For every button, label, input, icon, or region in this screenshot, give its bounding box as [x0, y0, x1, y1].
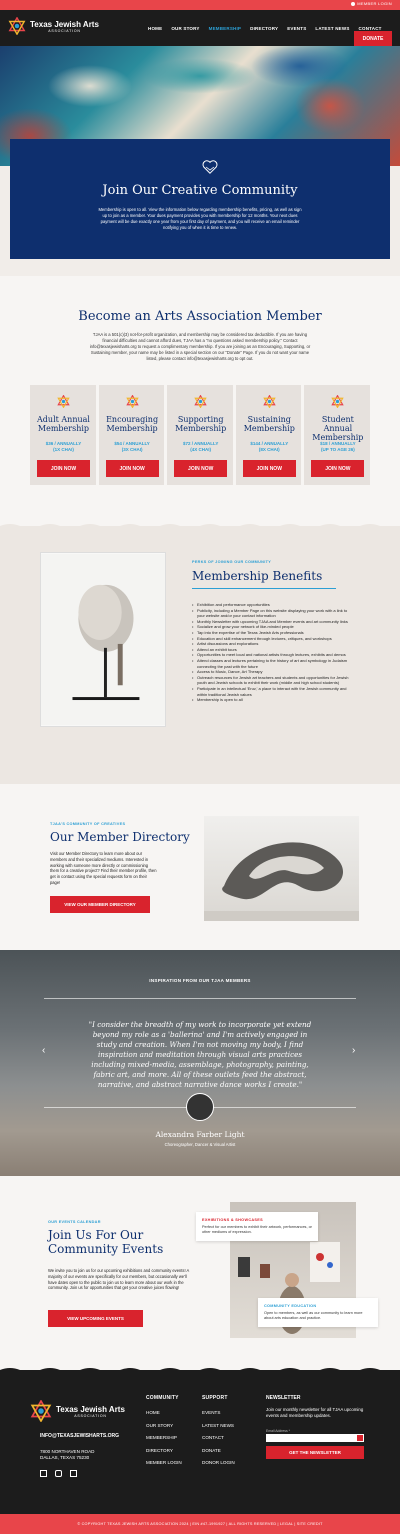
- membership-cards: [30, 385, 370, 485]
- ribbon-sculpture-illustration: [204, 816, 359, 921]
- star-of-david-icon: [126, 395, 139, 408]
- footer-link-member-login[interactable]: MEMBER LOGIN: [146, 1460, 182, 1465]
- wave-divider: [0, 522, 400, 530]
- star-of-david-icon: [194, 395, 207, 408]
- footer-link-events[interactable]: EVENTS: [202, 1410, 221, 1415]
- instagram-icon[interactable]: [55, 1470, 62, 1477]
- view-directory-button[interactable]: VIEW OUR MEMBER DIRECTORY: [50, 896, 150, 913]
- testimonial-section: [0, 950, 400, 1176]
- email-icon[interactable]: [70, 1470, 77, 1477]
- sculpture-illustration: [41, 553, 165, 726]
- card-name: Encouraging Membership: [106, 415, 159, 433]
- user-icon: [351, 2, 355, 6]
- footer-community-col: COMMUNITY HOME OUR STORY MEMBERSHIP DIRECTORY MEMBER LOGIN: [146, 1395, 182, 1470]
- heart-hands-icon: [202, 160, 218, 174]
- star-of-david-logo: [8, 17, 26, 35]
- directory-text: Visit our Member Directory to learn more about our members and their specialized mediums. Interested in working with someone more directly or commissioning them for a creative project? Find their member profile, then get in contact using the special requests form on their page!: [50, 851, 157, 885]
- nav-directory[interactable]: DIRECTORY: [250, 25, 279, 31]
- events-section: [0, 1176, 400, 1370]
- newsletter-signup: NEWSLETTER Join our monthly newsletter for all TJAA upcoming events and membership updates. Email Address * GET THE NEWSLETTER: [266, 1395, 366, 1459]
- membership-card-supporting: [167, 385, 233, 485]
- star-of-david-icon: [263, 395, 276, 408]
- membership-card-student: [304, 385, 370, 485]
- newsletter-button[interactable]: GET THE NEWSLETTER: [266, 1446, 364, 1459]
- exhibitions-card: [196, 1212, 318, 1241]
- star-of-david-logo: [30, 1400, 52, 1422]
- logo-subtitle: ASSOCIATION: [74, 1413, 107, 1418]
- footer-link-home[interactable]: HOME: [146, 1410, 160, 1415]
- join-now-button[interactable]: JOIN NOW: [174, 460, 227, 477]
- logo-subtitle: ASSOCIATION: [48, 28, 81, 33]
- benefits-list: [192, 602, 350, 703]
- footer-link-directory[interactable]: DIRECTORY: [146, 1447, 173, 1453]
- card-price: $72 / ANNUALLY (4X CHAI): [182, 441, 219, 452]
- hero-panel: [10, 139, 390, 259]
- membership-title: Become an Arts Association Member: [78, 309, 322, 324]
- copyright-bar: © COPYRIGHT TEXAS JEWISH ARTS ASSOCIATION 2024 | EIN #47-1991927 | ALL RIGHTS RESERVED | LEGAL | SITE CREDIT: [0, 1514, 400, 1534]
- directory-kicker: TJAA'S COMMUNITY OF CREATIVES: [50, 822, 126, 826]
- footer-link-latest-news[interactable]: LATEST NEWS: [202, 1422, 234, 1428]
- view-events-button[interactable]: VIEW UPCOMING EVENTS: [48, 1310, 143, 1327]
- sculpture-photo: [40, 552, 166, 727]
- footer-logo[interactable]: [30, 1400, 125, 1422]
- arrow-left-icon[interactable]: ‹: [42, 1045, 46, 1056]
- join-now-button[interactable]: JOIN NOW: [37, 460, 90, 477]
- social-links: [40, 1470, 77, 1477]
- list-item: • Socialize and grow your network of like-minded people: [192, 624, 350, 630]
- education-card: [258, 1298, 378, 1327]
- star-of-david-icon: [331, 395, 344, 408]
- membership-intro: TJAA is a 501(c)(3) not-for-profit organization, and membership may be considered tax deductible. If you are having financial difficulties and cannot afford dues, TJAA has a "no questions asked membership policy." Contact info@texasjewisharts.org to request a complimentary membership. If you are joining as an Encouraging, Supporting, or Sustaining member, your name may be listed in a special section on our "Donate" Page. If you do not want your name listed, please contact info@texasjewisharts.org to opt out.: [89, 332, 311, 361]
- join-now-button[interactable]: JOIN NOW: [106, 460, 159, 477]
- card-text: Open to members, as well as our community to learn more about arts education and practice.: [264, 1311, 363, 1321]
- membership-card-encouraging: [99, 385, 165, 485]
- benefits-section: [0, 526, 400, 784]
- nav-contact[interactable]: CONTACT: [358, 25, 382, 31]
- footer-email-link[interactable]: INFO@TEXASJEWISHARTS.ORG: [40, 1433, 120, 1439]
- membership-section: [0, 276, 400, 526]
- list-item: • Exhibition and performance opportunities: [192, 602, 350, 608]
- footer-link-membership[interactable]: MEMBERSHIP: [146, 1435, 177, 1440]
- card-price: $36 / ANNUALLY (1X CHAI): [45, 441, 82, 452]
- card-name: Adult Annual Membership: [37, 415, 90, 433]
- divider: [192, 588, 336, 589]
- card-text: Perfect for our members to exhibit their artwork, performances, or other mediums of expression.: [202, 1225, 312, 1235]
- logo-title: Texas Jewish Arts: [30, 19, 99, 29]
- logo-title: Texas Jewish Arts: [56, 1404, 125, 1414]
- facebook-icon[interactable]: [40, 1470, 47, 1477]
- events-kicker: OUR EVENTS CALENDAR: [48, 1220, 101, 1224]
- autofill-icon: [357, 1435, 363, 1441]
- email-label: Email Address *: [266, 1429, 290, 1434]
- avatar: [186, 1093, 214, 1121]
- nav-latest-news[interactable]: LATEST NEWS: [315, 25, 350, 31]
- list-item: • Attend an exhibit tours: [192, 647, 350, 653]
- card-name: Student Annual Membership: [312, 415, 364, 442]
- membership-card-sustaining: [236, 385, 302, 485]
- list-item: • Access to Music, Dance, Art Therapy: [192, 669, 350, 675]
- wave-divider: [0, 1366, 400, 1374]
- list-item: • Tap into the expertise of the Texas Jewish Arts professionals: [192, 630, 350, 636]
- nav-events[interactable]: EVENTS: [287, 25, 307, 31]
- site-header: [0, 10, 400, 46]
- top-bar: [0, 0, 400, 10]
- events-title: Join Us For Our Community Events: [48, 1228, 164, 1256]
- benefits-kicker: PERKS OF JOINING OUR COMMUNITY: [192, 560, 272, 564]
- join-now-button[interactable]: JOIN NOW: [243, 460, 296, 477]
- list-item: • Publicity, including a Member Page on this website displaying your work with a link to your website and/or your contact information: [192, 608, 350, 619]
- list-item: • Monthly Newsletter with upcoming TJAA and Member events and art community links: [192, 619, 350, 625]
- hero-section: [0, 46, 400, 276]
- newsletter-email-input[interactable]: [266, 1434, 364, 1442]
- card-price: $18 / ANNUALLY (UP TO AGE 26): [320, 441, 356, 452]
- card-price: $54 / ANNUALLY (3X CHAI): [114, 441, 150, 452]
- list-item: • Outreach resources for Jewish art teachers and students and opportunities for Jewish youth and Jewish schools to exhibit their work (middle and high school students): [192, 675, 350, 686]
- donate-button[interactable]: DONATE: [354, 31, 392, 46]
- footer-address: 7800 NORTHAVEN ROAD DALLAS, TEXAS 75230: [40, 1449, 95, 1461]
- testimonial-quote: "I consider the breadth of my work to incorporate yet extend beyond my role as a 'ballerina' and I'm actively engaged in study and creation. When I'm not moving my body, I find inspiration and meditation through visual arts practices including mixed-media, assemblage, photography, painting, fabric art, and more. All of these outlets feed the abstract, narrative, and abstract narrative dance works I create.": [88, 1020, 312, 1089]
- card-name: Supporting Membership: [175, 415, 227, 433]
- hero-text: Membership is open to all. View the information below regarding membership benefits, pricing, as well as sign up to join as a member. Your dues payment provides you with membership for 12 months. Your next dues payment will be due exactly one year from your first day of payment, and you will receive an email reminder notifying you of when it is time to renew.: [98, 207, 302, 230]
- list-item: • Education and skill enhancement through lectures, critiques, and workshops: [192, 636, 350, 642]
- footer-link-contact[interactable]: CONTACT: [202, 1435, 224, 1440]
- nav-home[interactable]: HOME: [148, 25, 163, 31]
- membership-card-adult: [30, 385, 96, 485]
- member-login-link[interactable]: MEMBER LOGIN: [351, 1, 392, 6]
- events-text: We invite you to join us for our upcoming exhibitions and community events! A majority of our events are specifically for our members, but occasionally we'll have dates open to the public to join us to learn more about our work in the community. Join us for opportunities that get your creative juices flowing!: [48, 1268, 190, 1291]
- directory-title: Our Member Directory: [50, 830, 190, 844]
- list-item: • Membership is open to all: [192, 697, 350, 703]
- list-item: • Artist discussions and explorations: [192, 641, 350, 647]
- main-nav: [148, 10, 382, 46]
- nav-membership[interactable]: MEMBERSHIP: [208, 25, 242, 31]
- directory-section: [0, 784, 400, 950]
- ribbon-sculpture-photo: [204, 816, 359, 921]
- list-item: • Opportunities to meet local and national artists through lectures, exhibits and demos: [192, 652, 350, 658]
- site-footer: [0, 1370, 400, 1514]
- list-item: • Attend classes and lectures pertaining to the history of art and symbology in Judaism connecting the past with the future: [192, 658, 350, 669]
- benefits-title: Membership Benefits: [192, 569, 323, 583]
- testimonial-name: Alexandra Farber Light: [155, 1130, 245, 1139]
- testimonial-kicker: INSPIRATION FROM OUR TJAA MEMBERS: [149, 978, 251, 983]
- list-item: • Participate in an intellectual 'Eruv,' a place to interact with the Jewish community and within traditional Jewish values: [192, 686, 350, 697]
- card-name: Sustaining Membership: [243, 415, 295, 433]
- card-title: EXHIBITIONS & SHOWCASES: [202, 1218, 263, 1222]
- footer-link-donor-login[interactable]: DONOR LOGIN: [202, 1460, 235, 1465]
- hero-title: Join Our Creative Community: [102, 183, 298, 198]
- site-logo[interactable]: [8, 17, 99, 35]
- card-price: $144 / ANNUALLY (8X CHAI): [250, 441, 289, 452]
- testimonial-role: Choreographer, Dancer & Visual Artist: [164, 1142, 236, 1147]
- footer-support-col: SUPPORT EVENTS LATEST NEWS CONTACT DONATE DONOR LOGIN: [202, 1395, 235, 1470]
- footer-link-our-story[interactable]: OUR STORY: [146, 1422, 174, 1428]
- divider: [44, 998, 356, 999]
- star-of-david-icon: [57, 395, 70, 408]
- join-now-button[interactable]: JOIN NOW: [311, 460, 364, 477]
- footer-link-donate[interactable]: DONATE: [202, 1447, 221, 1453]
- arrow-right-icon[interactable]: ›: [352, 1045, 356, 1056]
- nav-our-story[interactable]: OUR STORY: [171, 25, 200, 31]
- card-title: COMMUNITY EDUCATION: [264, 1304, 317, 1308]
